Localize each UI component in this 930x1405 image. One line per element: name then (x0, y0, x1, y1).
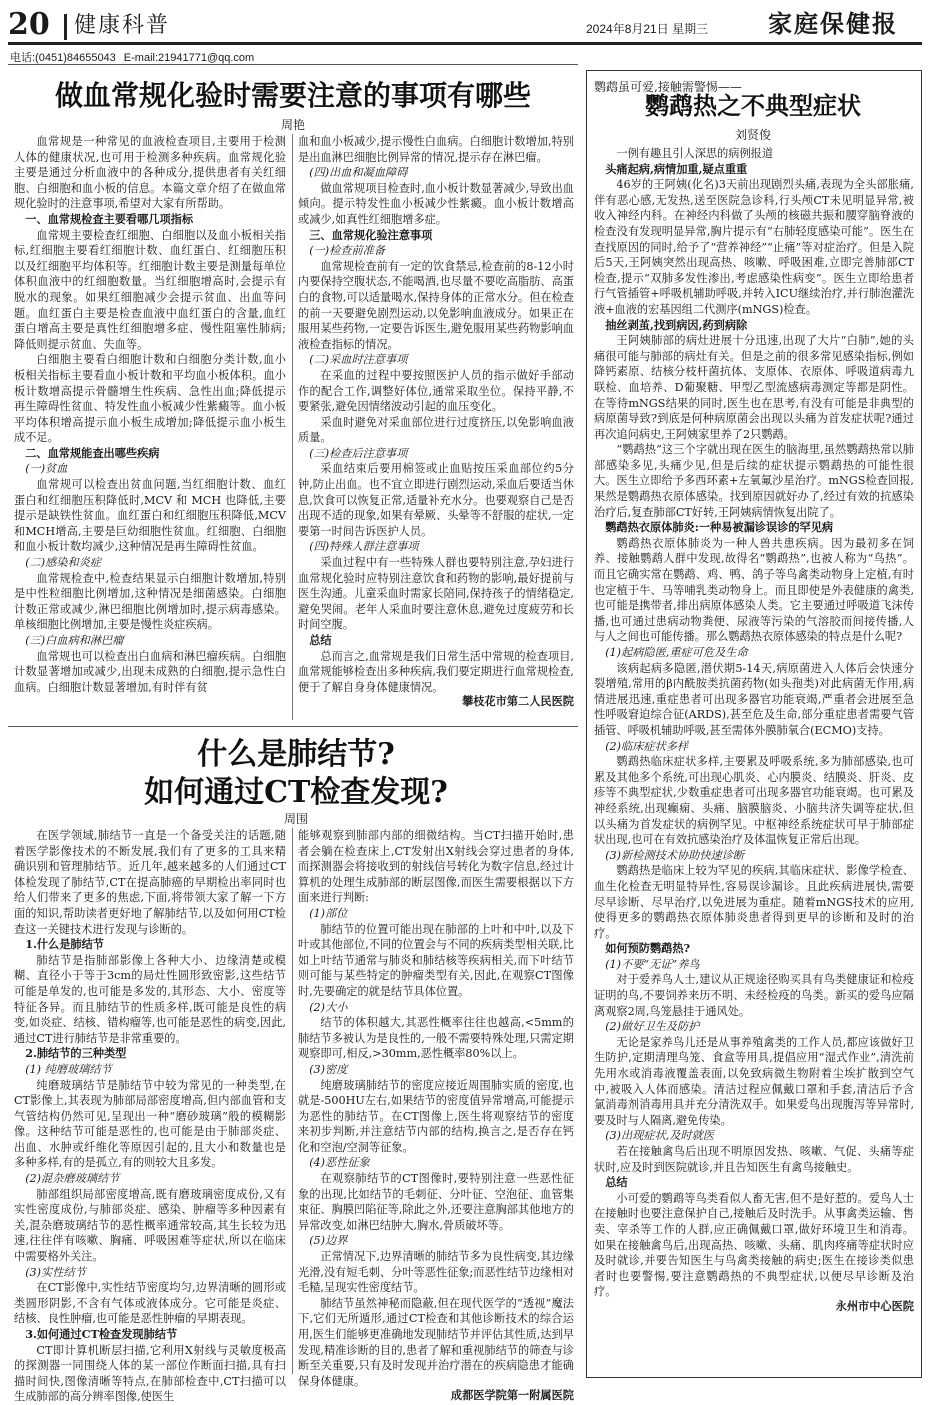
section-heading: 如何预防鹦鹉热? (605, 941, 691, 956)
paragraph: 对于爱养鸟人士,建议从正规途径购买具有鸟类健康证和检疫证明的鸟,不要饲养来历不明、未经检疫的鸟类。新买的爱鸟应隔离观察2周,鸟笼悬挂于通风处。 (594, 973, 914, 1018)
subheading: (1)不要“无证”养鸟 (605, 957, 700, 971)
subheading: (3)实性结节 (25, 1265, 86, 1279)
subheading: (2)做好卫生及防护 (605, 1020, 700, 1034)
paragraph: 采血时避免对采血部位进行过度挤压,以免影响血液质量。 (298, 415, 574, 445)
paragraph: 无论是家养鸟儿还是从事养殖禽类的工作人员,都应该做好卫生防护,定期清理鸟笼、食盒等用具,提倡应用“湿式作业”,清洗前先用水或消毒液覆盖表面,以免致病微生物附着尘埃扩散到空气中,被吸入人体而感染。清洁过程应佩戴口罩和手套,清洁后予含氯消毒剂消毒用具并充分清洗双手。如果爱鸟出现腹泻等异常时,要及时与人隔离,避免传染。 (594, 1035, 914, 1127)
paragraph: 王阿姨肺部的病灶进展十分迅速,出现了大片“白肺”,她的头痛很可能与肺部的病灶有关。但是之前的很多常见感染指标,例如降钙素原、结核分枝杆菌抗体、支原体、衣原体、呼吸道病毒九联检、血培养、D葡聚糖、甲型乙型流感病毒测定等都是阴性。在等待mNGS结果的同时,医生也在思考,有没有可能是非典型的病原菌导致?到底是何种病原菌会出现以头痛为首发症状呢?通过再次追问病史,王阿姨家里养了2只鹦鹉。 (594, 334, 914, 441)
paragraph: 纯磨玻璃肺结节的密度应接近周围肺实质的密度,也就是-500HU左右,如果结节的密度值异常增高,可能提示为恶性的肺结节。在CT图像上,医生将观察结节的密度来初步判断,并注意结节内部的结构,换言之,是否存在钙化和空泡/空洞等征象。 (298, 1078, 574, 1154)
paragraph: 血常规检查前有一定的饮食禁忌,检查前的8-12小时内要保持空腹状态,不能喝酒,也尽量不要吃高脂肪、高蛋白的食物,可以适量喝水,保持身体的正常水分。但在检查的前一天要避免剧烈运动,以免影响血液成分。如果正在服用某些药物,一定要告诉医生,避免服用某些药物影响血液检查指标的情况。 (298, 259, 574, 351)
section-heading: 头痛起病,病情加重,疑点重重 (605, 161, 748, 176)
subheading: (一)检查前准备 (309, 244, 386, 258)
article2-author: 周围 (283, 812, 308, 826)
paragraph: 肺部组织局部密度增高,既有磨玻璃密度成份,又有实性密度成份,与肺部炎症、感染、肿瘤等多种因素有关,混杂磨玻璃结节的恶性概率通常较高,其生长较为迅速,往往伴有咳嗽、胸痛、呼吸困难等症状,所以在临床中需要格外关注。 (14, 1187, 286, 1264)
subheading: (5)边界 (309, 1234, 348, 1248)
paragraph: 能够观察到肺部内部的细微结构。当CT扫描开始时,患者会躺在检查床上,CT发射出X射线会穿过患者的身体,而探测器会将接收到的射线信号转化为数字信息,经过计算机的处理生成肺部的断层图像,而医生需要根据以下方面来进行判断: (298, 829, 574, 905)
paragraph: 在医学领域,肺结节一直是一个备受关注的话题,随着医学影像技术的不断发展,我们有了更多的工具来精确识别和管理肺结节。近几年,越来越多的人们通过CT体检发现了肺结节,CT在提高肺癌的早期检出率同时也给人们带来了更多的焦虑,下面,将带领大家了解一下方面的知识,帮助读者更好地了解肺结节,以及如何用CT检查这一关键技术进行发现与诊断的。 (14, 829, 286, 936)
paragraph: 做血常规项目检查时,血小板计数显著减少,导致出血倾向。提示特发性血小板减少性紫癜。血小板计数增高或减少,如真性红细胞增多症。 (298, 181, 574, 226)
article3-title: 鹦鹉热之不典型症状 (645, 91, 861, 120)
subheading: (3)密度 (309, 1062, 348, 1076)
paragraph: 鹦鹉热衣原体肺炎为一种人兽共患疾病。因为最初多在饲养、接触鹦鹉人群中发现,故得名“鹦鹉热”,也被人称为“鸟热”。而且它确实常在鹦鹉、鸡、鸭、鸽子等鸟禽类动物身上定植,有时也定植于牛、马等哺乳类动物身上。而且即使是外表健康的禽类,也可能是携带者,排出病原体感染人类。它主要通过呼吸道飞沫传播,也可通过患病动物粪便、尿液等污染的气溶胶而间接传播,人与人之间也可能传播。那么鹦鹉热衣原体感染的特点是什么呢? (594, 536, 914, 644)
paragraph: 血常规是一种常见的血液检查项目,主要用于检测人体的健康状况,也可用于检测多种疾病。血常规化验主要是通过分析血液中的各种成分,提供患者有关红细胞、白细胞和血小板的信息。本篇文章介绍了在做血常规化验时的注意事项,希望对大家有所帮助。 (14, 135, 286, 211)
paragraph: 在观察肺结节的CT图像时,要特别注意一些恶性征象的出现,比如结节的毛刺征、分叶征、空泡征、血管集束征、胸膜凹陷征等,除此之外,还要注意胸部其他地方的异常改变,如淋巴结肿大,胸水,骨质破坏等。 (298, 1172, 574, 1232)
paragraph: 血常规也可以检查出白血病和淋巴瘤疾病。白细胞计数显著增加或减少,出现未成熟的白细胞,提示急性白血病。白细胞计数显著增加,有时伴有贫 (14, 649, 286, 694)
subheading: (1)部位 (309, 906, 348, 920)
section-heading: 三、血常规化验注意事项 (309, 227, 433, 242)
section-heading: 二、血常规能查出哪些疾病 (25, 445, 160, 460)
paragraph: 肺结节的位置可能出现在肺部的上叶和中叶,以及下叶或其他部位,不同的位置会与不同的疾病类型相关联,比如上叶结节通常与肺炎和肺结核等疾病相关,而下叶结节则可能与某些特定的肿瘤类型有关,因此,在观察CT图像时,先要确定的就是结节具体位置。 (298, 922, 574, 998)
article-separator (8, 726, 578, 727)
subheading: (1) 纯磨玻璃结节 (25, 1062, 112, 1076)
paragraph: 采血结束后要用棉签或止血贴按压采血部位约5分钟,防止出血。也不宜立即进行剧烈运动,采血后要适当休息,饮食可以恢复正常,适量补充水分。也要观察自己是否出现不适的现象,如果有晕厥、头晕等不舒服的症状,一定要第一时间告诉医护人员。 (298, 462, 574, 538)
email-text: E-mail:21941771@qq.com (123, 52, 255, 64)
phone-text: 电话:(0451)84655043 (10, 52, 116, 64)
header-divider (64, 14, 67, 40)
contact-rule (8, 64, 578, 65)
weekday-text: 星期三 (672, 22, 709, 36)
paragraph: 白细胞主要看白细胞计数和白细胞分类计数,血小板相关指标主要看血小板计数和平均血小板体积。血小板计数增高提示骨髓增生性疾病、急性出血;降低提示再生障碍性贫血、特发性血小板减少性紫癜等。血小板平均体积增高提示血小板生成增加;降低提示血小板生成不足。 (14, 353, 286, 445)
subheading: (2)临床症状多样 (605, 739, 689, 753)
paragraph: 小可爱的鹦鹉等鸟类看似人畜无害,但不是好惹的。爱鸟人士在接触时也要注意保护自己,接触后及时洗手。从事禽类运输、售卖、宰杀等工作的人群,应正确佩戴口罩,做好环境卫生和消毒。如果在接触禽鸟后,出现高热、咳嗽、头痛、肌肉疼痛等症状时应及时就诊,并要告知医生与鸟禽类接触的病史;医生在接诊类似患者时也要警惕,要注意鹦鹉热的不典型症状,以便尽早诊断及治疗。 (594, 1191, 914, 1299)
paragraph: 结节的体积越大,其恶性概率往往也越高,<5mm的肺结节多被认为是良性的,一般不需要特殊处理,只需定期观察即可,相反,>30mm,恶性概率80%以上。 (298, 1016, 574, 1061)
column-divider (292, 828, 293, 1374)
subheading: (四)特殊人群注意事项 (309, 540, 419, 554)
section-heading: 一、血常规检查主要看哪几项指标 (25, 211, 194, 226)
paragraph: 纯磨玻璃结节是肺结节中较为常见的一种类型,在CT影像上,其表现为肺部局部密度增高,但内部血管和支气管结构仍然可见,呈现出一种“磨砂玻璃”般的模糊影像。这种结节可能是恶性的,也可能是由于肺部炎症、出血、水肿或纤维化等原因引起的,且大小和数量也是多种多样,有的是孤立,有的则较大且多发。 (14, 1078, 286, 1170)
subheading: (一)贫血 (25, 462, 68, 476)
article2-title-line-2: 如何通过CT检查发现? (144, 775, 448, 810)
section-heading: 抽丝剥茧,找到病因,药到病除 (605, 317, 748, 332)
paragraph: 若在接触禽鸟后出现不明原因发热、咳嗽、气促、头痛等症状时,应及时到医院就诊,并且告知医生有禽鸟接触史。 (594, 1145, 914, 1174)
article1-title: 做血常规化验时需要注意的事项有哪些 (54, 79, 531, 112)
paragraph: 血常规主要检查红细胞、白细胞以及血小板相关指标,红细胞主要看红细胞计数、血红蛋白、红细胞压积以及红细胞平均体积等。红细胞计数主要是测量每单位体积血液中的红细胞数量。当红细胞增高时,会提示有脱水的现象。如果红细胞减少会提示贫血、出血等问题。血红蛋白主要是检查血液中血红蛋白的含量,血红蛋白增高主要是真性红细胞增多症、慢性阻塞性肺病;降低则提示贫血、失血等。 (14, 228, 286, 351)
paragraph: 肺结节虽然神秘而隐蔽,但在现代医学的“透视”魔法下,它们无所遁形,通过CT检查和其他诊断技术的综合运用,医生们能够更准确地发现肺结节并评估其性质,达到早发现,精准诊断的目的,患者了解和重视肺结节的筛查与诊断至关重要,只有及时发现并治疗潜在的疾病隐患才能确保身体健康。 (298, 1296, 574, 1388)
article2-column-2 (298, 828, 574, 1403)
source-hospital: 攀枝花市第二人民医院 (462, 696, 574, 709)
section-heading: 1.什么是肺结节 (25, 937, 104, 952)
paragraph: 肺结节是指肺部影像上各种大小、边缘清楚或模糊、直径小于等于3cm的局灶性圆形致密影,这些结节可能是单发的,也可能是多发的,其形态、大小、密度等特征各异。而且肺结节的性质多样,既可能是良性的病变,如炎症、结核、错构瘤等,也可能是恶性的病变,因此,通过CT进行肺结节是非常重要的。 (14, 953, 286, 1045)
source-hospital: 成都医学院第一附属医院 (450, 1390, 574, 1403)
header-rule (8, 42, 922, 45)
article3-kicker: 鹦鹉虽可爱,接触需警惕—— (594, 80, 742, 94)
paragraph: 鹦鹉热是临床上较为罕见的疾病,其临床症状、影像学检查、血生化检查无明显特异性,容易误诊漏诊。且此疾病进展快,需要尽早诊断、尽早治疗,以免进展为重症。随着mNGS技术的应用,使得更多的鹦鹉热衣原体肺炎患者得到更早的诊断和及时的治疗。 (594, 864, 914, 940)
paragraph: 在CT影像中,实性结节密度均匀,边界清晰的圆形或类圆形阴影,不含有气体或液体成分。它可能是炎症、结核、良性肿瘤,也可能是恶性肿瘤的早期表现。 (14, 1281, 286, 1326)
subheading: (四)出血和凝血障碍 (309, 166, 408, 180)
article2-title-line-1: 什么是肺结节? (197, 737, 395, 772)
subheading: (3)出现症状,及时就医 (605, 1129, 715, 1143)
section-heading: 3.如何通过CT检查发现肺结节 (25, 1327, 178, 1341)
subheading: (2)大小 (309, 1000, 348, 1014)
date-text: 2024年8月21日 (586, 22, 669, 36)
paragraph: 在采血的过程中要按照医护人员的指示做好手部动作的配合工作,调整好体位,通常采取坐位。保持平静,不要紧张,避免因情绪波动引起的血压变化。 (298, 368, 574, 414)
paragraph: 总而言之,血常规是我们日常生活中常规的检查项目,血常规能够检查出多种疾病,我们要定期进行血常规检查,便于了解自身身体健康情况。 (298, 649, 574, 694)
subheading: (3)新检测技术协助快速诊断 (605, 848, 745, 862)
article3-body (594, 146, 914, 1370)
paragraph: 该病起病多隐匿,潜伏期5-14天,病原菌进入人体后会快速分裂增殖,常用的β内酰胺类抗菌药物(如头孢类)对此病菌无作用,病情进展迅速,重症患者可出现多器官功能衰竭,严重者会进展至急性呼吸窘迫综合征(ARDS),甚至危及生命,部分重症患者需要气管插管、呼吸机辅助呼吸,甚至需体外膜肺氧合(ECMO)支持。 (594, 661, 914, 737)
paper-name: 家庭保健报 (768, 9, 898, 38)
subheading: (二)采血时注意事项 (309, 353, 408, 367)
subheading: (三)白血病和淋巴瘤 (25, 634, 124, 647)
subheading: (1)起病隐匿,重症可危及生命 (605, 646, 748, 659)
column-divider (292, 134, 293, 720)
issue-date (586, 20, 708, 37)
page-header (8, 6, 922, 46)
paragraph: 46岁的王阿姨(化名)3天前出现剧烈头痛,表现为全头部胀痛,伴有恶心感,无发热,送至医院急诊科,行头颅CT未见明显异常,被收入神经内科。在神经内科做了头颅的核磁共振和腰穿脑脊液的检查没有发现明显异常,胸片提示有“右肺轻度感染可能”。医生在查找原因的同时,给予了“营养神经”“止痛”等对症治疗。但是入院后5天,王阿姨突然出现高热、咳嗽、呼吸困难,立即完善肺部CT检查,提示“双肺多发性渗出,考虑感染性病变”。医生立即给患者行气管插管+呼吸机辅助呼吸,并转入ICU继续治疗,并行肺泡灌洗液+血液的宏基因组二代测序(mNGS)检查。 (594, 178, 914, 316)
subheading: (二)感染和炎症 (25, 556, 102, 570)
article2-column-1 (14, 828, 286, 1404)
paragraph: “鹦鹉热”这三个字就出现在医生的脑海里,虽然鹦鹉热常以肺部感染多见,头痛少见,但是后续的症状提示鹦鹉热的可能性很大。医生立即给予多西环素+左氧氟沙星治疗。mNGS检查回报,果然是鹦鹉热衣原体感染。找到原因就好办了,经过有效的抗感染治疗后,复查肺部CT好转,王阿姨病情恢复出院了。 (594, 443, 914, 519)
section-heading: 鹦鹉热衣原体肺炎:一种易被漏诊误诊的罕见病 (605, 520, 834, 535)
page-number: 20 (8, 7, 50, 42)
source-hospital: 永州市中心医院 (835, 1300, 914, 1313)
article3-author: 刘贤俊 (734, 128, 771, 142)
contact-line (10, 49, 254, 65)
section-heading: 2.肺结节的三种类型 (25, 1046, 127, 1061)
paragraph: 血常规检查中,检查结果显示白细胞计数增加,特别是中性粒细胞比例增加,这种情况是细菌感染。白细胞计数正常或减少,淋巴细胞比例增加时,提示病毒感染。单核细胞比例增加,主要是慢性炎症疾病。 (14, 571, 286, 632)
article1-author: 周艳 (280, 118, 305, 132)
paragraph: 鹦鹉热临床症状多样,主要累及呼吸系统,多为肺部感染,也可累及其他多个系统,可出现心肌炎、心内膜炎、结膜炎、肝炎、皮疹等不典型症状,少数重症患者可出现多器官功能衰竭。也可累及神经系统,出现癫痫、头痛、脑膜脑炎、小脑共济失调等症状,但以头痛为首发症状的病例罕见。中枢神经系统症状可早于肺部症状出现,也可在有效抗感染治疗及体温恢复正常后出现。 (594, 755, 914, 847)
paragraph: 一例有趣且引人深思的病例报道 (616, 147, 774, 160)
article1-column-1 (14, 134, 286, 722)
section-heading: 总结 (309, 633, 332, 647)
paragraph: 血常规可以检查出贫血问题,当红细胞计数、血红蛋白和红细胞压积降低时,MCV 和 MCH 也降低,主要提示是缺铁性贫血。血红蛋白和红细胞压积降低,MCV和MCH增高,主要是巨幼细胞性贫血。红细胞、白细胞和血小板计数均减少,这种情况是再生障碍性贫血。 (14, 478, 286, 554)
article2-title (20, 736, 572, 812)
paragraph: 血和血小板减少,提示慢性白血病。白细胞计数增加,特别是出血淋巴细胞比例异常的情况,提示存在淋巴瘤。 (298, 135, 574, 164)
paragraph: CT即计算机断层扫描,它利用X射线与灵敏度极高的探测器一同围绕人体的某一部位作断面扫描,具有扫描时间快,图像清晰等特点,在肺部检查中,CT扫描可以生成肺部的高分辨率图像,使医生 (14, 1343, 286, 1404)
subheading: (2)混杂磨玻璃结节 (25, 1172, 120, 1186)
article1-column-2 (298, 134, 574, 722)
section-heading: 总结 (605, 1175, 628, 1190)
paragraph: 采血过程中有一些特殊人群也要特别注意,孕妇进行血常规化验时应特别注意饮食和药物的影响,最好提前与医生沟通。儿童采血时需家长陪同,保持孩子的情绪稳定,避免哭闹。老年人采血时要注意休息,避免过度疲劳和长时间空腹。 (298, 556, 574, 632)
subheading: (三)检查后注意事项 (309, 446, 408, 460)
paragraph: 正常情况下,边界清晰的肺结节多为良性病变,其边缘光滑,没有短毛刺、分叶等恶性征象;而恶性结节边缘相对毛糙,呈现实性密度结节。 (298, 1250, 574, 1295)
section-title: 健康科普 (74, 13, 171, 38)
subheading: (4)恶性征象 (309, 1156, 370, 1170)
